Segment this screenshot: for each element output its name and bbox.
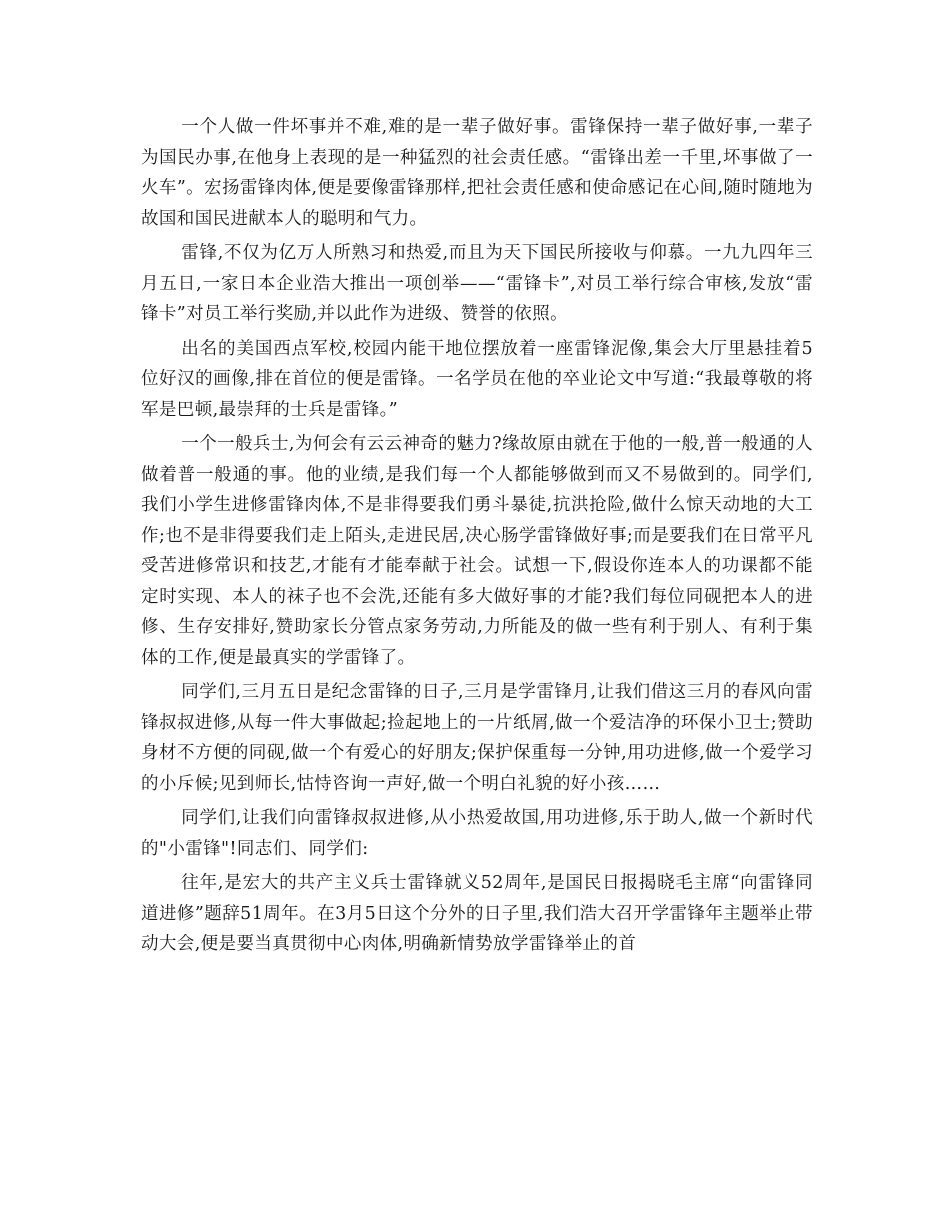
paragraph-6: 同学们,让我们向雷锋叔叔进修,从小热爱故国,用功进修,乐于助人,做一个新时代的"小雷锋"!同志们、同学们:	[141, 808, 813, 859]
paragraph-4: 一个一般兵士,为何会有云云神奇的魅力?缘故原由就在于他的一般,普一般通的人做着普一般通的事。他的业绩,是我们每一个人都能够做到而又不易做到的。同学们,我们小学生进修雷锋肉体,不是非得要我们勇斗暴徒,抗洪抢险,做什么惊天动地的大工作;也不是非得要我们走上陌头,走进民居,决心肠学雷锋做好事;而是要我们在日常平凡受苦进修常识和技艺,才能有才能奉献于社会。试想一下,假设你连本人的功课都不能定时实现、本人的袜子也不会洗,还能有多大做好事的才能?我们每位同砚把本人的进修、生存安排好,赞助家长分管点家务劳动,力所能及的做一些有利于别人、有利于集体的工作,便是最真实的学雷锋了。	[141, 434, 813, 668]
document-body	[141, 112, 813, 964]
paragraph-1: 一个人做一件坏事并不难,难的是一辈子做好事。雷锋保持一辈子做好事,一辈子为国民办事,在他身上表现的是一种猛烈的社会责任感。“雷锋出差一千里,坏事做了一火车”。宏扬雷锋肉体,便是要像雷锋那样,把社会责任感和使命感记在心间,随时随地为故国和国民进献本人的聪明和气力。	[141, 117, 813, 229]
paragraph-7: 往年,是宏大的共产主义兵士雷锋就义52周年,是国民日报揭晓毛主席“向雷锋同道进修”题辞51周年。在3月5日这个分外的日子里,我们浩大召开学雷锋年主题举止带动大会,便是要当真贯彻中心肉体,明确新情势放学雷锋举止的首	[141, 873, 813, 954]
paragraph-3: 出名的美国西点军校,校园内能干地位摆放着一座雷锋泥像,集会大厅里悬挂着5位好汉的画像,排在首位的便是雷锋。一名学员在他的卒业论文中写道:“我最尊敬的将军是巴顿,最崇拜的士兵是雷锋。”	[141, 338, 813, 420]
paragraph-2: 雷锋,不仅为亿万人所熟习和热爱,而且为天下国民所接收与仰慕。一九九四年三月五日,一家日本企业浩大推出一项创举——“雷锋卡”,对员工举行综合审核,发放“雷锋卡”对员工举行奖励,并以此作为进级、赞誉的依照。	[141, 243, 813, 324]
paragraph-5: 同学们,三月五日是纪念雷锋的日子,三月是学雷锋月,让我们借这三月的春风向雷锋叔叔进修,从每一件大事做起;捡起地上的一片纸屑,做一个爱洁净的环保小卫士;赞助身材不方便的同砚,做一个有爱心的好朋友;保护保重每一分钟,用功进修,做一个爱学习的小斥候;见到师长,怙恃咨询一声好,做一个明白礼貌的好小孩……	[141, 682, 813, 794]
